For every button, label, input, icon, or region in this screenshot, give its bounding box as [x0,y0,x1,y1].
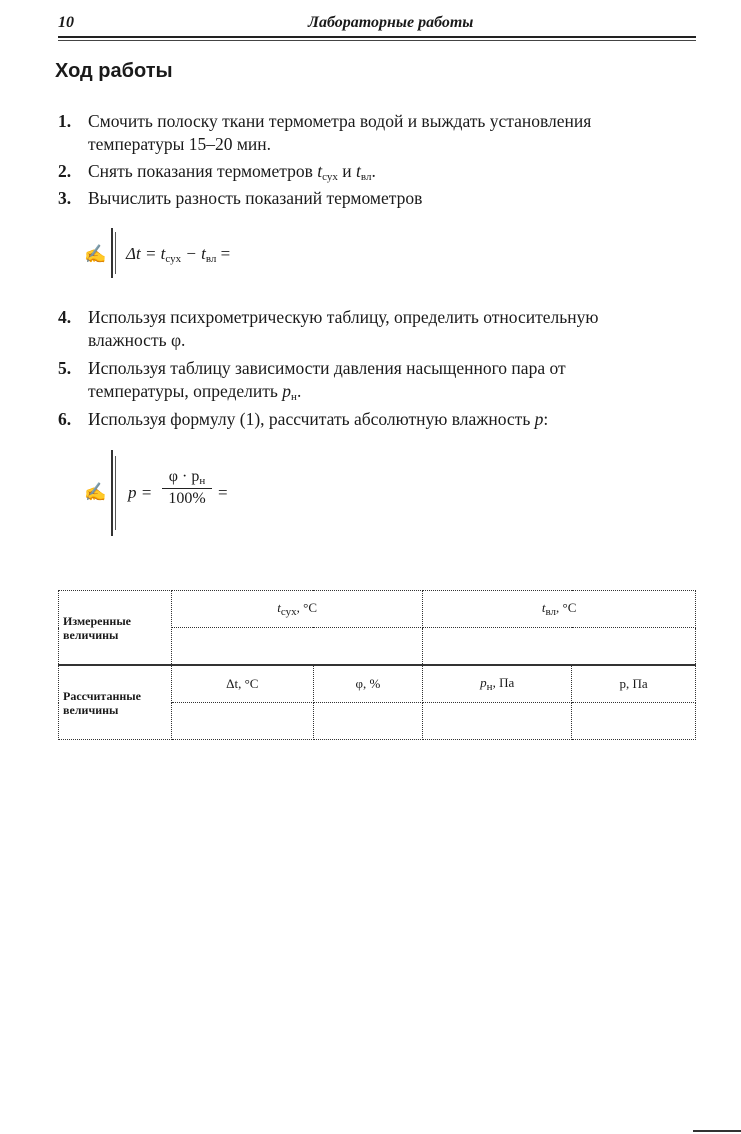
step-text: температуры 15–20 мин. [88,134,272,154]
cell-t-wet-value[interactable] [423,628,696,666]
fraction-line [162,488,212,489]
step-number: 1. [58,111,72,131]
formula-fraction [162,468,212,508]
step-text: Снять показания термометров $t_{сух}$ и $t_{вл}$. [88,161,376,183]
formula-lhs: p = [128,483,153,502]
cell-delta-t-value[interactable] [172,703,314,740]
header-rule-thin [58,40,696,41]
footer-rule [693,1130,741,1132]
step-number: 3. [58,188,72,208]
step-number: 6. [58,409,72,429]
table-row [59,591,696,628]
step-text: Используя психрометрическую таблицу, определить относительную [88,307,599,327]
running-title: Лабораторные работы [308,14,474,31]
col-header-t-dry: $t_{сух}$, °С [172,591,423,628]
formula-eq: = [218,483,228,502]
pencil-icon: ✍ [84,482,107,502]
fraction-denominator: 100% [168,490,206,507]
cell-phi-value[interactable] [313,703,423,740]
page-number: 10 [58,14,74,31]
formula-bar [111,228,113,278]
table-row [59,665,696,703]
pencil-icon: ✍ [84,244,107,264]
col-header-p: p, Па [572,665,696,703]
formula-text: $\Delta t = t_{сух} - t_{вл}$ = [126,244,231,265]
section-title: Ход работы [55,60,173,82]
col-header-t-wet: $t_{вл}$, °С [423,591,696,628]
step-number: 2. [58,161,72,181]
measurement-table [58,590,696,740]
col-header-p-sat: $p_н$, Па [423,665,572,703]
row-header-measured: Измеренные величины [59,591,172,666]
step-text: Используя таблицу зависимости давления насыщенного пара от [88,358,566,378]
header-rule [58,36,696,38]
row-header-calculated: Рассчитанные величины [59,665,172,740]
step-number: 5. [58,358,72,378]
cell-p-value[interactable] [572,703,696,740]
col-header-delta-t: Δt, °С [172,665,314,703]
formula-bar-thin [115,232,116,274]
page-header [58,14,696,40]
col-header-phi: φ, % [313,665,423,703]
step-text: Вычислить разность показаний термометров [88,188,423,208]
fraction-numerator: $\varphi \cdot p_н$ [168,468,206,487]
step-text: влажность φ. [88,330,186,350]
formula-bar [111,450,113,536]
cell-t-dry-value[interactable] [172,628,423,666]
step-number: 4. [58,307,72,327]
step-text: Используя формулу (1), рассчитать абсолютную влажность p: [88,409,549,429]
formula-bar-thin [115,456,116,530]
step-text: Смочить полоску ткани термометра водой и выждать установления [88,111,592,131]
cell-p-sat-value[interactable] [423,703,572,740]
step-text: температуры, определить $p_н$. [88,381,302,403]
